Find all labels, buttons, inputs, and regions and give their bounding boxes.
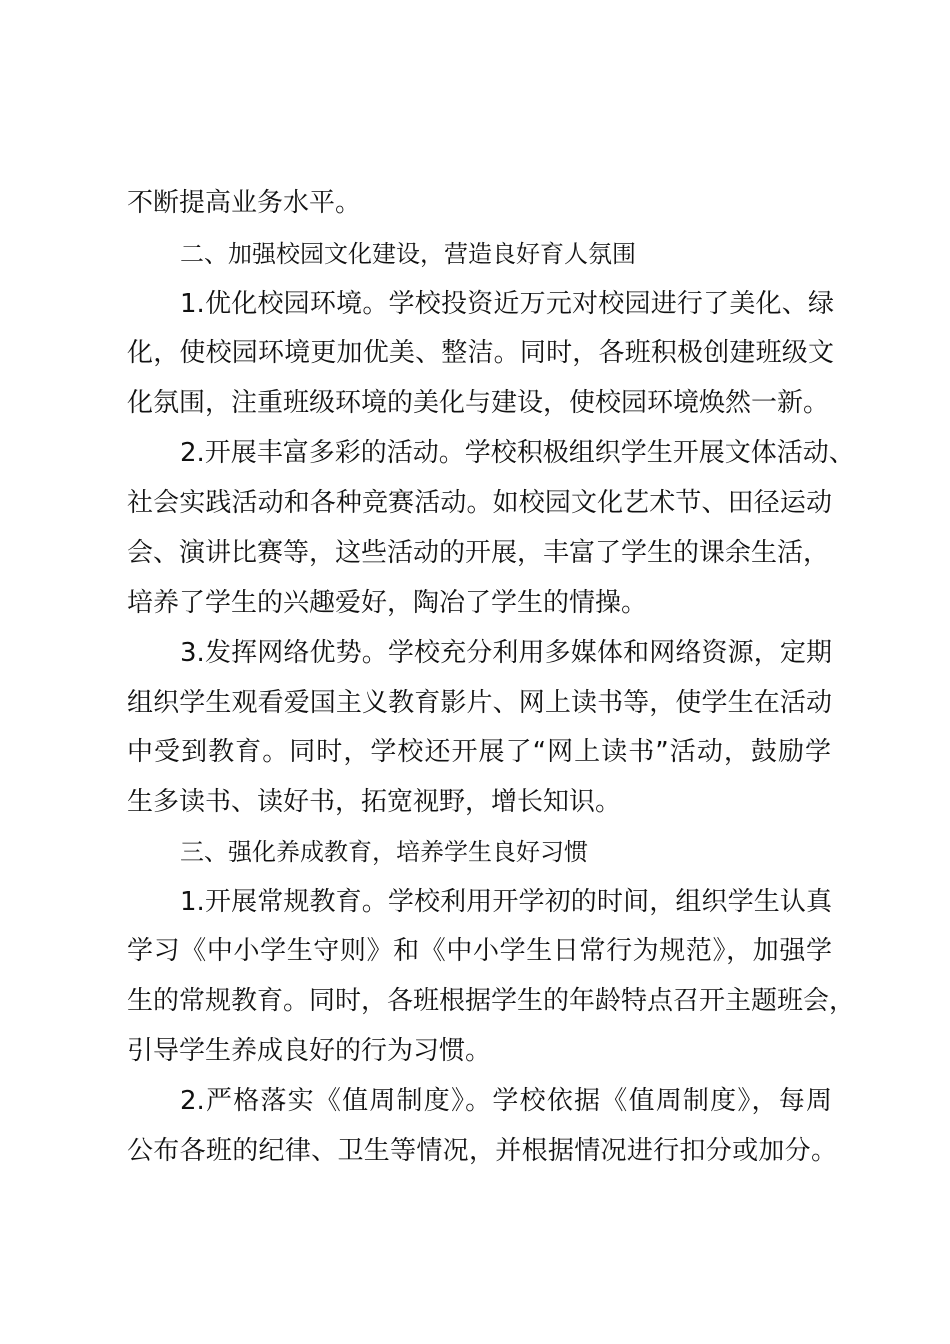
section-heading: 三、强化养成教育，培养学生良好习惯 bbox=[180, 838, 588, 866]
paragraph-line: 公布各班的纪律、卫生等情况，并根据情况进行扣分或加分。 bbox=[127, 1136, 837, 1166]
section-heading: 二、加强校园文化建设，营造良好育人氛围 bbox=[180, 240, 636, 268]
paragraph-line: 1.优化校园环境。学校投资近万元对校园进行了美化、绿 bbox=[180, 289, 834, 319]
paragraph-line: 学习《中小学生守则》和《中小学生日常行为规范》，加强学 bbox=[127, 936, 832, 966]
paragraph-line: 社会实践活动和各种竞赛活动。如校园文化艺术节、田径运动 bbox=[127, 488, 832, 518]
paragraph-line: 2.严格落实《值周制度》。学校依据《值周制度》，每周 bbox=[180, 1086, 832, 1116]
paragraph-line: 1.开展常规教育。学校利用开学初的时间，组织学生认真 bbox=[180, 887, 832, 917]
paragraph-line: 生的常规教育。同时，各班根据学生的年龄特点召开主题班会， bbox=[127, 986, 856, 1016]
paragraph-line: 引导学生养成良好的行为习惯。 bbox=[127, 1036, 492, 1066]
paragraph-line: 化，使校园环境更加优美、整洁。同时，各班积极创建班级文 bbox=[127, 338, 834, 368]
paragraph-line: 组织学生观看爱国主义教育影片、网上读书等，使学生在活动 bbox=[127, 688, 832, 718]
paragraph-line: 化氛围，注重班级环境的美化与建设，使校园环境焕然一新。 bbox=[127, 388, 830, 418]
paragraph-line: 生多读书、读好书，拓宽视野，增长知识。 bbox=[127, 787, 622, 817]
paragraph-line: 会、演讲比赛等，这些活动的开展，丰富了学生的课余生活， bbox=[127, 538, 830, 568]
paragraph-line: 3.发挥网络优势。学校充分利用多媒体和网络资源，定期 bbox=[180, 638, 832, 668]
paragraph-line: 中受到教育。同时，学校还开展了“网上读书”活动，鼓励学 bbox=[127, 737, 831, 767]
paragraph-line: 2.开展丰富多彩的活动。学校积极组织学生开展文体活动、 bbox=[180, 438, 855, 468]
paragraph-line: 培养了学生的兴趣爱好，陶冶了学生的情操。 bbox=[127, 588, 648, 618]
paragraph-line: 不断提高业务水平。 bbox=[127, 188, 362, 218]
